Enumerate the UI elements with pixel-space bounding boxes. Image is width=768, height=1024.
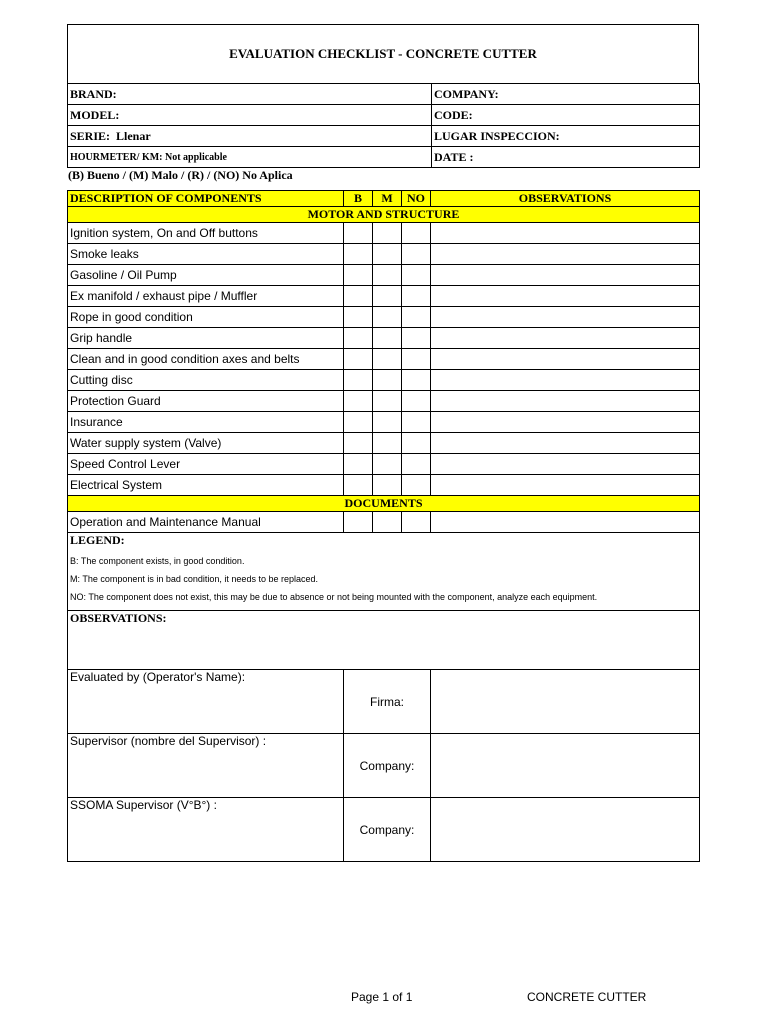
component-label: Water supply system (Valve) bbox=[68, 433, 344, 454]
checkbox-b[interactable] bbox=[344, 454, 373, 475]
checkbox-no[interactable] bbox=[402, 475, 431, 496]
signature-row bbox=[68, 798, 700, 862]
checkbox-b[interactable] bbox=[344, 265, 373, 286]
brand-field[interactable]: BRAND: bbox=[68, 84, 432, 105]
checkbox-no[interactable] bbox=[402, 223, 431, 244]
component-label: Insurance bbox=[68, 412, 344, 433]
checklist-row bbox=[68, 454, 700, 475]
serie-field[interactable] bbox=[68, 126, 432, 147]
observation-field[interactable] bbox=[431, 433, 700, 454]
signature-middle-label: Company: bbox=[344, 734, 431, 798]
checkbox-no[interactable] bbox=[402, 349, 431, 370]
signature-field[interactable] bbox=[431, 734, 700, 798]
checkbox-m[interactable] bbox=[373, 475, 402, 496]
signature-name-field[interactable]: Supervisor (nombre del Supervisor) : bbox=[68, 734, 344, 798]
component-label: Protection Guard bbox=[68, 391, 344, 412]
checkbox-no[interactable] bbox=[402, 328, 431, 349]
checkbox-no[interactable] bbox=[402, 370, 431, 391]
checklist-row bbox=[68, 349, 700, 370]
component-label: Clean and in good condition axes and belts bbox=[68, 349, 344, 370]
component-label: Ex manifold / exhaust pipe / Muffler bbox=[68, 286, 344, 307]
observation-field[interactable] bbox=[431, 475, 700, 496]
section-title: MOTOR AND STRUCTURE bbox=[68, 207, 700, 223]
checkbox-m[interactable] bbox=[373, 328, 402, 349]
title-box bbox=[67, 24, 699, 83]
section-header-row bbox=[68, 496, 700, 512]
checklist-body bbox=[68, 191, 700, 862]
checkbox-m[interactable] bbox=[373, 349, 402, 370]
component-label: Rope in good condition bbox=[68, 307, 344, 328]
checkbox-no[interactable] bbox=[402, 286, 431, 307]
checklist-row bbox=[68, 223, 700, 244]
checklist-row bbox=[68, 512, 700, 533]
checklist-row bbox=[68, 412, 700, 433]
observation-field[interactable] bbox=[431, 391, 700, 412]
signature-field[interactable] bbox=[431, 670, 700, 734]
checkbox-m[interactable] bbox=[373, 512, 402, 533]
checkbox-m[interactable] bbox=[373, 454, 402, 475]
column-header-m: M bbox=[373, 191, 402, 207]
observation-field[interactable] bbox=[431, 244, 700, 265]
column-header-b: B bbox=[344, 191, 373, 207]
signature-middle-label: Company: bbox=[344, 798, 431, 862]
checkbox-m[interactable] bbox=[373, 391, 402, 412]
serie-value: Llenar bbox=[116, 128, 151, 143]
checkbox-no[interactable] bbox=[402, 391, 431, 412]
checkbox-no[interactable] bbox=[402, 433, 431, 454]
signature-row bbox=[68, 734, 700, 798]
observation-field[interactable] bbox=[431, 349, 700, 370]
observation-field[interactable] bbox=[431, 286, 700, 307]
observation-field[interactable] bbox=[431, 223, 700, 244]
signature-field[interactable] bbox=[431, 798, 700, 862]
hourmeter-label: HOURMETER/ KM: bbox=[70, 151, 163, 163]
checkbox-b[interactable] bbox=[344, 433, 373, 454]
observation-field[interactable] bbox=[431, 265, 700, 286]
signature-name-field[interactable]: SSOMA Supervisor (V°B°) : bbox=[68, 798, 344, 862]
signature-name-field[interactable]: Evaluated by (Operator's Name): bbox=[68, 670, 344, 734]
checkbox-b[interactable] bbox=[344, 391, 373, 412]
checklist-row bbox=[68, 433, 700, 454]
header-table bbox=[67, 83, 700, 168]
checkbox-b[interactable] bbox=[344, 328, 373, 349]
checklist-row bbox=[68, 475, 700, 496]
checklist-table bbox=[67, 190, 700, 862]
checklist-row bbox=[68, 265, 700, 286]
checkbox-m[interactable] bbox=[373, 412, 402, 433]
observations-row bbox=[68, 611, 700, 670]
header-row bbox=[68, 147, 700, 168]
column-header-description: DESCRIPTION OF COMPONENTS bbox=[68, 191, 344, 207]
hourmeter-value: Not applicable bbox=[165, 151, 227, 163]
legend bbox=[68, 533, 700, 611]
checkbox-b[interactable] bbox=[344, 223, 373, 244]
company-field[interactable]: COMPANY: bbox=[432, 84, 700, 105]
checkbox-b[interactable] bbox=[344, 412, 373, 433]
checkbox-b[interactable] bbox=[344, 370, 373, 391]
checkbox-m[interactable] bbox=[373, 433, 402, 454]
checklist-row bbox=[68, 307, 700, 328]
signature-row bbox=[68, 670, 700, 734]
checkbox-b[interactable] bbox=[344, 244, 373, 265]
legend-title: LEGEND: bbox=[70, 533, 125, 547]
observation-field[interactable] bbox=[431, 412, 700, 433]
column-header-row bbox=[68, 191, 700, 207]
hourmeter-field[interactable] bbox=[68, 147, 432, 168]
checkbox-no[interactable] bbox=[402, 265, 431, 286]
serie-label: SERIE: bbox=[70, 128, 111, 143]
observation-field[interactable] bbox=[431, 454, 700, 475]
checkbox-b[interactable] bbox=[344, 475, 373, 496]
checkbox-m[interactable] bbox=[373, 223, 402, 244]
checkbox-m[interactable] bbox=[373, 244, 402, 265]
footer-page-number: Page 1 of 1 bbox=[351, 990, 413, 1004]
column-header-no: NO bbox=[402, 191, 431, 207]
form-title: EVALUATION CHECKLIST - CONCRETE CUTTER bbox=[229, 46, 537, 61]
checkbox-no[interactable] bbox=[402, 244, 431, 265]
checklist-row bbox=[68, 391, 700, 412]
component-label: Operation and Maintenance Manual bbox=[68, 512, 344, 533]
section-header-row bbox=[68, 207, 700, 223]
lugar-inspeccion-field[interactable]: LUGAR INSPECCION: bbox=[432, 126, 700, 147]
header-row bbox=[68, 84, 700, 105]
observations-field[interactable]: OBSERVATIONS: bbox=[68, 611, 700, 670]
checklist-row bbox=[68, 244, 700, 265]
checklist-row bbox=[68, 286, 700, 307]
legend-row bbox=[68, 533, 700, 611]
checkbox-no[interactable] bbox=[402, 412, 431, 433]
checkbox-b[interactable] bbox=[344, 286, 373, 307]
checkbox-b[interactable] bbox=[344, 349, 373, 370]
checkbox-m[interactable] bbox=[373, 370, 402, 391]
checklist-row bbox=[68, 328, 700, 349]
component-label: Electrical System bbox=[68, 475, 344, 496]
observation-field[interactable] bbox=[431, 512, 700, 533]
component-label: Speed Control Lever bbox=[68, 454, 344, 475]
date-field[interactable]: DATE : bbox=[432, 147, 700, 168]
observation-field[interactable] bbox=[431, 328, 700, 349]
checkbox-b[interactable] bbox=[344, 307, 373, 328]
rating-scale-note: (B) Bueno / (M) Malo / (R) / (NO) No Aplica bbox=[68, 168, 293, 182]
checkbox-b[interactable] bbox=[344, 512, 373, 533]
header-row bbox=[68, 126, 700, 147]
model-field[interactable]: MODEL: bbox=[68, 105, 432, 126]
observation-field[interactable] bbox=[431, 370, 700, 391]
legend-line: B: The component exists, in good condition. bbox=[70, 556, 245, 566]
component-label: Cutting disc bbox=[68, 370, 344, 391]
column-header-observations: OBSERVATIONS bbox=[431, 191, 700, 207]
component-label: Gasoline / Oil Pump bbox=[68, 265, 344, 286]
checkbox-no[interactable] bbox=[402, 307, 431, 328]
checkbox-m[interactable] bbox=[373, 307, 402, 328]
checklist-row bbox=[68, 370, 700, 391]
code-field[interactable]: CODE: bbox=[432, 105, 700, 126]
checkbox-no[interactable] bbox=[402, 454, 431, 475]
footer-document-name: CONCRETE CUTTER bbox=[527, 990, 647, 1004]
header-row bbox=[68, 105, 700, 126]
checkbox-no[interactable] bbox=[402, 512, 431, 533]
checkbox-m[interactable] bbox=[373, 286, 402, 307]
component-label: Ignition system, On and Off buttons bbox=[68, 223, 344, 244]
component-label: Smoke leaks bbox=[68, 244, 344, 265]
legend-line: NO: The component does not exist, this may be due to absence or not being mounted with the component, analyze each equipment. bbox=[70, 592, 598, 602]
checkbox-m[interactable] bbox=[373, 265, 402, 286]
section-title: DOCUMENTS bbox=[68, 496, 700, 512]
legend-line: M: The component is in bad condition, it needs to be replaced. bbox=[70, 574, 318, 584]
component-label: Grip handle bbox=[68, 328, 344, 349]
observation-field[interactable] bbox=[431, 307, 700, 328]
signature-middle-label: Firma: bbox=[344, 670, 431, 734]
